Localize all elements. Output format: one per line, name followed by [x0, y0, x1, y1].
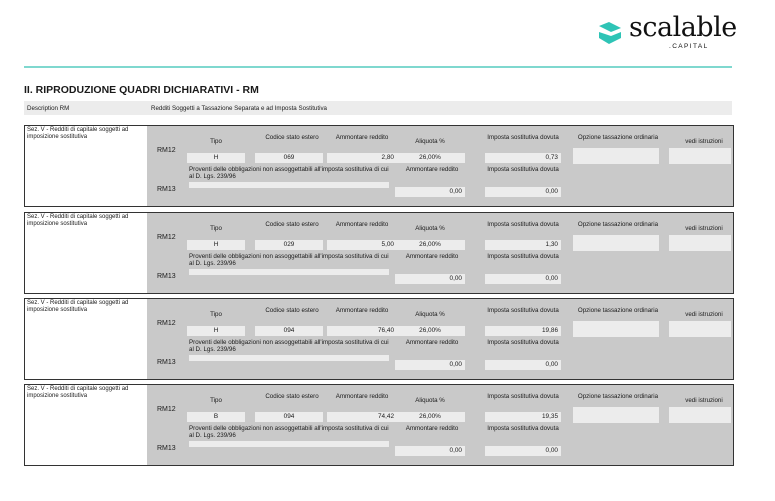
rm12-code: RM12: [157, 234, 176, 241]
header-ammontare: Ammontare reddito: [335, 307, 389, 314]
header-codice: Codice stato estero: [265, 221, 319, 228]
imposta-value: 19,86: [485, 326, 561, 336]
header-tipo: Tipo: [210, 311, 222, 318]
section-label: Sez. V - Redditi di capitale soggetti ad imposizione sostitutiva: [27, 386, 129, 399]
vedi-value: [669, 407, 731, 423]
header-vedi: vedi istruzioni: [685, 138, 723, 145]
imposta13-value: 0,00: [485, 446, 561, 456]
header-vedi: vedi istruzioni: [685, 397, 723, 404]
logo-subtitle: .CAPITAL: [669, 43, 709, 50]
imposta-value: 0,73: [485, 153, 561, 163]
ammontare13-value: 0,00: [395, 446, 465, 456]
opzione-value: [573, 407, 659, 423]
rm13-code: RM13: [157, 273, 176, 280]
rm-section: [24, 384, 734, 466]
header-tipo: Tipo: [210, 225, 222, 232]
ammontare-value: 74,42: [327, 412, 397, 422]
vedi-value: [669, 321, 731, 337]
section-body: [147, 299, 733, 379]
header-imposta: Imposta sostitutiva dovuta: [487, 393, 559, 400]
header-imposta-13: Imposta sostitutiva dovuta: [487, 253, 559, 260]
ammontare-value: 5,00: [327, 240, 397, 250]
proventi-value: [189, 355, 389, 361]
header-ammontare: Ammontare reddito: [335, 134, 389, 141]
header-vedi: vedi istruzioni: [685, 225, 723, 232]
rm-section: [24, 212, 734, 294]
proventi-label: Proventi delle obbligazioni non assoggettabili all'imposta sostitutiva di cui al D. Lgs. 239/96: [189, 166, 389, 180]
rm12-code: RM12: [157, 406, 176, 413]
logo-wordmark: scalable: [629, 12, 737, 43]
imposta-value: 19,35: [485, 412, 561, 422]
aliquota-value: 26,00%: [395, 240, 465, 250]
logo-mark-icon: [597, 20, 623, 46]
rm13-code: RM13: [157, 445, 176, 452]
section-body: [147, 213, 733, 293]
header-aliquota: Aliquota %: [415, 397, 445, 404]
header-opzione: Opzione tassazione ordinaria: [577, 393, 659, 400]
tipo-value: H: [187, 240, 245, 250]
ammontare-value: 76,40: [327, 326, 397, 336]
section-body: [147, 126, 733, 206]
section-label: Sez. V - Redditi di capitale soggetti ad imposizione sostitutiva: [27, 300, 129, 313]
ammontare13-value: 0,00: [395, 187, 465, 197]
scalable-capital-logo: [597, 12, 737, 58]
header-codice: Codice stato estero: [265, 393, 319, 400]
header-ammontare-13: Ammontare reddito: [405, 253, 459, 260]
header-imposta: Imposta sostitutiva dovuta: [487, 307, 559, 314]
section-body: [147, 385, 733, 465]
tipo-value: H: [187, 326, 245, 336]
proventi-label: Proventi delle obbligazioni non assoggettabili all'imposta sostitutiva di cui al D. Lgs. 239/96: [189, 425, 389, 439]
rm-section: [24, 125, 734, 207]
proventi-value: [189, 441, 389, 447]
section-label: Sez. V - Redditi di capitale soggetti ad imposizione sostitutiva: [27, 127, 129, 140]
header-divider: [24, 66, 732, 68]
codice-value: 094: [255, 326, 323, 336]
tipo-value: H: [187, 153, 245, 163]
header-aliquota: Aliquota %: [415, 138, 445, 145]
header-aliquota: Aliquota %: [415, 225, 445, 232]
header-codice: Codice stato estero: [265, 134, 319, 141]
rm12-code: RM12: [157, 147, 176, 154]
imposta-value: 1,30: [485, 240, 561, 250]
header-ammontare-13: Ammontare reddito: [405, 425, 459, 432]
codice-value: 069: [255, 153, 323, 163]
codice-value: 094: [255, 412, 323, 422]
header-imposta-13: Imposta sostitutiva dovuta: [487, 166, 559, 173]
header-opzione: Opzione tassazione ordinaria: [577, 307, 659, 314]
header-ammontare: Ammontare reddito: [335, 221, 389, 228]
header-imposta: Imposta sostitutiva dovuta: [487, 221, 559, 228]
rm12-code: RM12: [157, 320, 176, 327]
section-label: Sez. V - Redditi di capitale soggetti ad imposizione sostitutiva: [27, 214, 129, 227]
proventi-value: [189, 182, 389, 188]
header-opzione: Opzione tassazione ordinaria: [577, 221, 659, 228]
description-value: Redditi Soggetti a Tassazione Separata e ad Imposta Sostitutiva: [151, 105, 327, 112]
ammontare-value: 2,80: [327, 153, 397, 163]
proventi-value: [189, 269, 389, 275]
header-tipo: Tipo: [210, 138, 222, 145]
header-tipo: Tipo: [210, 397, 222, 404]
imposta13-value: 0,00: [485, 360, 561, 370]
ammontare13-value: 0,00: [395, 360, 465, 370]
vedi-value: [669, 235, 731, 251]
header-imposta-13: Imposta sostitutiva dovuta: [487, 425, 559, 432]
opzione-value: [573, 321, 659, 337]
header-opzione: Opzione tassazione ordinaria: [577, 134, 659, 141]
description-label: Description RM: [27, 105, 70, 112]
page-title: II. RIPRODUZIONE QUADRI DICHIARATIVI - RM: [24, 84, 259, 96]
header-aliquota: Aliquota %: [415, 311, 445, 318]
header-codice: Codice stato estero: [265, 307, 319, 314]
tipo-value: B: [187, 412, 245, 422]
ammontare13-value: 0,00: [395, 274, 465, 284]
aliquota-value: 26,00%: [395, 412, 465, 422]
imposta13-value: 0,00: [485, 274, 561, 284]
header-imposta-13: Imposta sostitutiva dovuta: [487, 339, 559, 346]
proventi-label: Proventi delle obbligazioni non assoggettabili all'imposta sostitutiva di cui al D. Lgs. 239/96: [189, 253, 389, 267]
vedi-value: [669, 148, 731, 164]
codice-value: 029: [255, 240, 323, 250]
header-vedi: vedi istruzioni: [685, 311, 723, 318]
imposta13-value: 0,00: [485, 187, 561, 197]
opzione-value: [573, 235, 659, 251]
header-ammontare-13: Ammontare reddito: [405, 339, 459, 346]
opzione-value: [573, 148, 659, 164]
header-imposta: Imposta sostitutiva dovuta: [487, 134, 559, 141]
rm13-code: RM13: [157, 359, 176, 366]
header-ammontare-13: Ammontare reddito: [405, 166, 459, 173]
description-row: [24, 101, 732, 115]
rm13-code: RM13: [157, 186, 176, 193]
rm-section: [24, 298, 734, 380]
aliquota-value: 26,00%: [395, 326, 465, 336]
header-ammontare: Ammontare reddito: [335, 393, 389, 400]
proventi-label: Proventi delle obbligazioni non assoggettabili all'imposta sostitutiva di cui al D. Lgs. 239/96: [189, 339, 389, 353]
aliquota-value: 26,00%: [395, 153, 465, 163]
